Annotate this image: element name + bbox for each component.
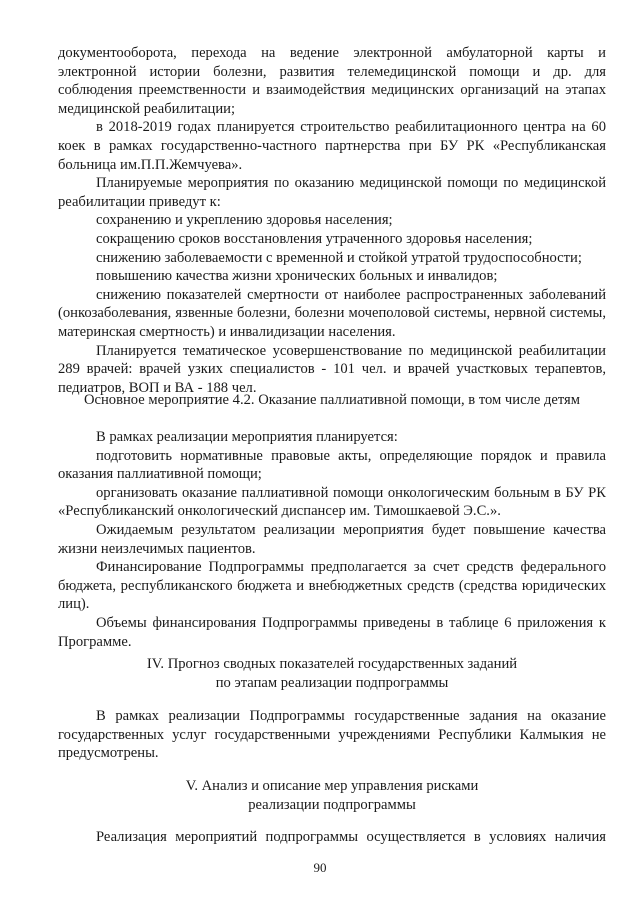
page-number: 90 [313, 860, 327, 875]
section-heading-line: реализации подпрограммы [248, 796, 416, 813]
list-item: повышению качества жизни хронических больных и инвалидов; [96, 268, 498, 285]
section-heading-line: IV. Прогноз сводных показателей государственных заданий [146, 656, 518, 672]
list-item: снижению заболеваемости с временной и стойкой утратой трудоспособности; [96, 249, 582, 266]
paragraph: Планируемые мероприятия по оказанию медицинской помощи по медицинской реабилитации приведут к: [58, 175, 606, 210]
paragraph: В рамках реализации Подпрограммы государственные задания на оказание государственных услуг государственными учреждениями Республики Калмыкия не предусмотрены. [58, 708, 606, 762]
paragraph: подготовить нормативные правовые акты, определяющие порядок и правила оказания паллиативной помощи; [58, 447, 606, 483]
section-heading-5 [58, 777, 606, 814]
section-heading-4 [58, 655, 606, 692]
section-heading-4-2: Основное мероприятие 4.2. Оказание паллиативной помощи, в том числе детям [83, 392, 581, 408]
text-block-section-4 [58, 707, 606, 763]
paragraph: Финансирование Подпрограммы предполагается за счет средств федерального бюджета, республиканского бюджета и внебюджетных средств (средства юридических лиц). [58, 559, 606, 613]
paragraph: Планируется тематическое усовершенствование по медицинской реабилитации 289 врачей: врачей узких специалистов - 101 чел. и врачей участковых терапевтов, педиатров, ВОП и ВА - 188 чел. [58, 342, 606, 396]
list-item: снижению показателей смертности от наиболее распространенных заболеваний (онкозаболевания, язвенные болезни, болезни мочеполовой системы, нервной системы, материнская смертность) и инвалидизации населения. [58, 286, 606, 340]
list-item: сохранению и укреплению здоровья населения; [96, 212, 393, 229]
paragraph: организовать оказание паллиативной помощи онкологическим больным в БУ РК «Республиканский онкологический диспансер им. Тимошкаевой Э.С.». [58, 484, 606, 520]
text-block-rehabilitation [58, 44, 606, 397]
paragraph: Ожидаемым результатом реализации мероприятия будет повышение качества жизни неизлечимых пациентов. [58, 521, 606, 557]
paragraph: в 2018-2019 годах планируется строительство реабилитационного центра на 60 коек в рамках государственно-частного партнерства при БУ РК «Республиканская больница им.П.П.Жемчуева». [58, 119, 606, 173]
list-item: сокращению сроков восстановления утраченного здоровья населения; [96, 230, 533, 247]
section-heading-line: V. Анализ и описание мер управления рисками [185, 778, 479, 794]
text-block-palliative [58, 428, 606, 651]
paragraph: документооборота, перехода на ведение электронной амбулаторной карты и электронной истории болезни, развития телемедицинской помощи и др. для соблюдения преемственности и взаимодействия медицинских организаций на этапах медицинской реабилитации; [58, 45, 606, 117]
paragraph: Реализация мероприятий подпрограммы осуществляется в условиях наличия [96, 829, 606, 845]
paragraph: В рамках реализации мероприятия планируется: [96, 429, 398, 445]
text-block-section-5 [58, 828, 606, 847]
paragraph: Объемы финансирования Подпрограммы приведены в таблице 6 приложения к Программе. [58, 614, 606, 650]
section-heading-line: по этапам реализации подпрограммы [215, 674, 449, 691]
